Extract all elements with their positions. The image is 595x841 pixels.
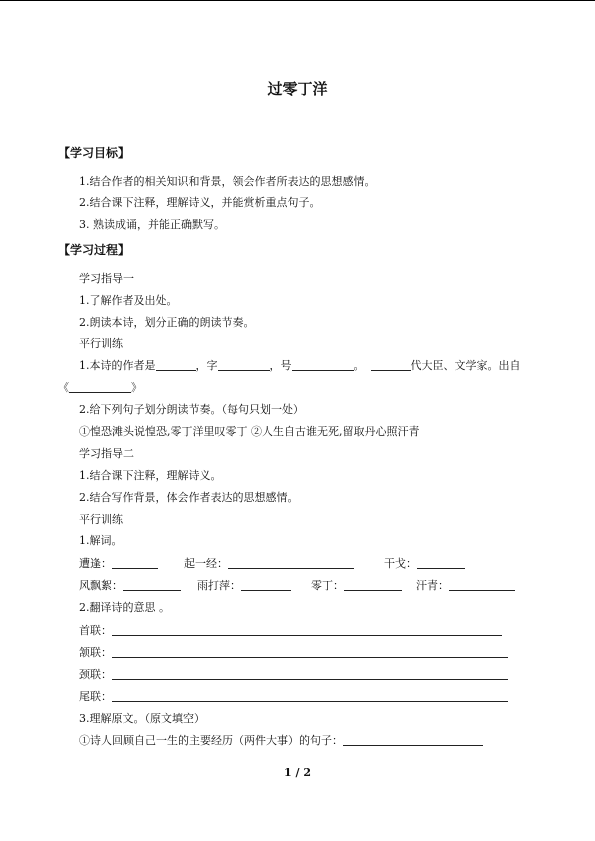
understand-heading: 3.理解原文。（原文填空）: [79, 712, 205, 725]
guide-two-heading: 学习指导二: [79, 447, 134, 460]
vocab-label-fengpiaoxu: 风飘絮：: [79, 579, 123, 592]
vocab-blank-ganggo[interactable]: [417, 557, 465, 569]
couplet-blank-1[interactable]: [112, 624, 502, 636]
courtesy-name-blank[interactable]: [218, 359, 270, 371]
section-heading-process: 【学习过程】: [58, 243, 131, 257]
vocab-row-1: [79, 557, 465, 571]
couplet-label-3: 颈联：: [79, 668, 112, 681]
vocab-label-ganggo: 干戈：: [384, 557, 417, 570]
guide-one-item-2: 2.朗读本诗，划分正确的朗读节奏。: [79, 316, 255, 329]
page-title: 过零丁洋: [267, 80, 328, 98]
q1-text-c: ，号: [269, 359, 292, 372]
practice-two-heading: 平行训练: [79, 513, 123, 526]
couplet-blank-3[interactable]: [112, 668, 508, 680]
q1-text-g: 》: [131, 381, 142, 394]
question-rhythm: 2.给下列句子划分朗读节奏。（每句只划一处）: [79, 403, 304, 416]
vocab-blank-yudaping[interactable]: [241, 579, 291, 591]
goal-item-1: 1.结合作者的相关知识和背景，领会作者所表达的思想感情。: [79, 175, 376, 188]
couplet-line-4: [79, 690, 508, 704]
pseudonym-blank[interactable]: [292, 359, 354, 371]
practice-one-heading: 平行训练: [79, 337, 123, 350]
goal-item-2: 2.结合课下注释，理解诗义，并能赏析重点句子。: [79, 196, 321, 209]
dynasty-blank[interactable]: [371, 359, 411, 371]
vocab-blank-hanqing[interactable]: [449, 579, 515, 591]
vocab-label-lingding: 零丁：: [311, 579, 344, 592]
q1-text-d: 。: [353, 359, 365, 372]
rhythm-sentences: ①惶恐滩头说惶恐,零丁洋里叹零丁 ②人生自古谁无死,留取丹心照汗青: [79, 425, 420, 438]
vocab-blank-lingding[interactable]: [344, 579, 402, 591]
vocab-blank-qiyijing[interactable]: [228, 557, 354, 569]
vocab-blank-zaofeng[interactable]: [112, 557, 158, 569]
couplet-line-3: [79, 668, 508, 682]
guide-two-item-2: 2.结合写作背景，体会作者表达的思想感情。: [79, 491, 299, 504]
couplet-label-2: 颔联：: [79, 646, 112, 659]
q1-text-f: 《: [58, 381, 69, 394]
vocab-heading: 1.解词。: [79, 534, 123, 547]
source-blank[interactable]: [69, 381, 131, 393]
q1-text-a: 1.本诗的作者是: [79, 359, 156, 372]
page-number: 1 / 2: [284, 766, 311, 779]
couplet-blank-4[interactable]: [112, 690, 508, 702]
vocab-row-2: [79, 579, 515, 593]
translate-heading: 2.翻译诗的意思 。: [79, 601, 170, 614]
goal-item-3: 3. 熟读成诵，并能正确默写。: [79, 218, 225, 231]
guide-one-item-1: 1.了解作者及出处。: [79, 294, 178, 307]
q1-text-e: 代大臣、文学家。出自: [410, 359, 521, 372]
vocab-blank-fengpiaoxu[interactable]: [123, 579, 181, 591]
guide-two-item-1: 1.结合课下注释，理解诗义。: [79, 469, 222, 482]
couplet-label-4: 尾联：: [79, 690, 112, 703]
understand-q1-text: ①诗人回顾自己一生的主要经历（两件大事）的句子：: [79, 734, 343, 747]
q1-text-b: ，字: [195, 359, 218, 372]
couplet-line-2: [79, 646, 508, 660]
guide-one-heading: 学习指导一: [79, 272, 134, 285]
vocab-label-yudaping: 雨打萍：: [197, 579, 241, 592]
couplet-line-1: [79, 624, 502, 638]
understand-q1-blank[interactable]: [343, 734, 483, 746]
understand-question-1: [79, 734, 483, 748]
section-heading-goals: 【学习目标】: [58, 146, 131, 160]
vocab-label-hanqing: 汗青：: [416, 579, 449, 592]
author-blank[interactable]: [156, 359, 196, 371]
page-top-border: [0, 0, 595, 1]
question-author-line: [79, 359, 521, 373]
couplet-blank-2[interactable]: [112, 646, 508, 658]
question-source-line: [58, 381, 142, 395]
couplet-label-1: 首联：: [79, 624, 112, 637]
vocab-label-qiyijing: 起一经：: [184, 557, 228, 570]
vocab-label-zaofeng: 遭逢：: [79, 557, 112, 570]
